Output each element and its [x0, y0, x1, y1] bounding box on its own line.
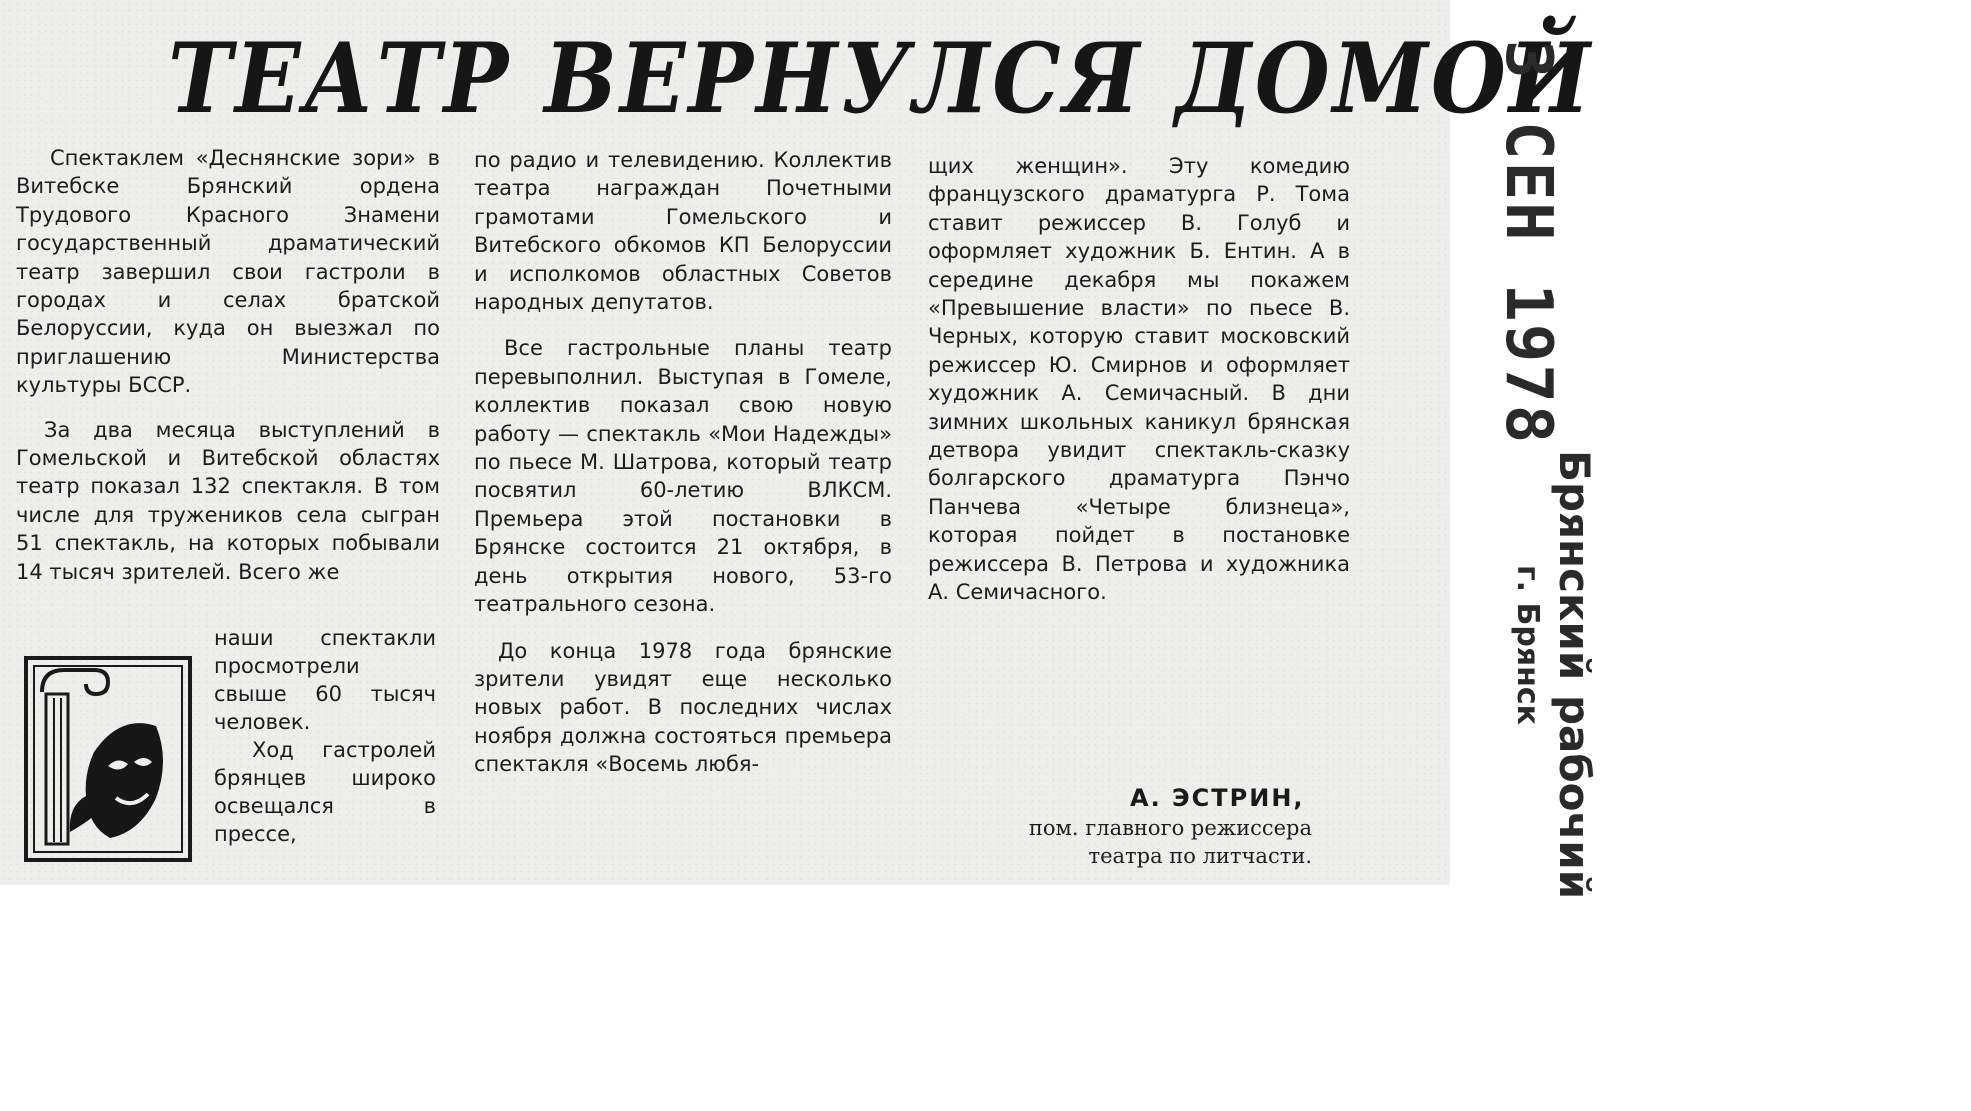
paragraph: До конца 1978 года брянские зрители увидят еще несколько новых работ. В последних числах ноября должна состояться премьера спектакля «Восемь любя-: [474, 638, 892, 777]
paragraph: За два месяца выступлений в Гомельской и Витебской областях театр показал 132 спектакля. В том числе для тружеников села сыгран 51 спектакль, на которых побывали 14 тысяч зрителей. Всего же: [16, 417, 440, 584]
author-role-line: театра по литчасти.: [1088, 844, 1312, 868]
paragraph: Ход гастролей брянцев широко освещался в прессе,: [214, 738, 436, 846]
headline: ТЕАТР ВЕРНУЛСЯ ДОМОЙ: [168, 22, 1594, 136]
stamp-date: 3 СЕН 1978: [1491, 40, 1565, 446]
article-column-2: [474, 146, 892, 779]
article-column-1: [16, 144, 440, 586]
wrapped-text-beside-emblem: [214, 624, 436, 848]
paragraph: Спектаклем «Деснянские зори» в Витебске Брянский ордена Трудового Красного Знамени государственный драматический театр завершил свои гастроли в городах и селах братской Белоруссии, куда он выезжал по приглашению Министерства культуры БССР.: [16, 146, 440, 398]
archive-stamp: [1451, 40, 1599, 900]
author-role: [962, 814, 1312, 870]
stamp-city: г. Брянск: [1510, 565, 1545, 725]
paragraph: по радио и телевидению. Коллектив театра награждан Почетными грамотами Гомельского и Витебского обкомов КП Белоруссии и исполкомов областных Советов народных депутатов.: [474, 148, 892, 315]
article-column-3: [928, 152, 1350, 607]
author-signature: А. ЭСТРИН,: [1130, 784, 1305, 812]
paragraph: щих женщин». Эту комедию французского драматурга Р. Тома ставит режиссер В. Голуб и оформляет художник Б. Ентин. А в середине декабря мы покажем «Превышение власти» по пьесе В. Черных, которую ставит московский режиссер Ю. Смирнов и оформляет художник А. Семичасный. В дни зимних школьных каникул брянская детвора увидит спектакль-сказку болгарского драматурга Пэнчо Панчева «Четыре близнеца», которая пойдет в постановке режиссера В. Петрова и художника А. Семичасного.: [928, 154, 1350, 605]
stamp-newspaper-name: Брянский рабочий: [1550, 450, 1599, 900]
author-role-line: пом. главного режиссера: [1028, 816, 1312, 840]
paragraph: Все гастрольные планы театр перевыполнил. Выступая в Гомеле, коллектив показал свою новую работу — спектакль «Мои Надежды» по пьесе М. Шатрова, который театр посвятил 60-летию ВЛКСМ. Премьера этой постановки в Брянске состоится 21 октября, в день открытия нового, 53-го театрального сезона.: [474, 336, 892, 617]
theatre-mask-icon: [24, 656, 192, 862]
paragraph: наши спектакли просмотрели свыше 60 тысяч человек.: [214, 626, 436, 734]
